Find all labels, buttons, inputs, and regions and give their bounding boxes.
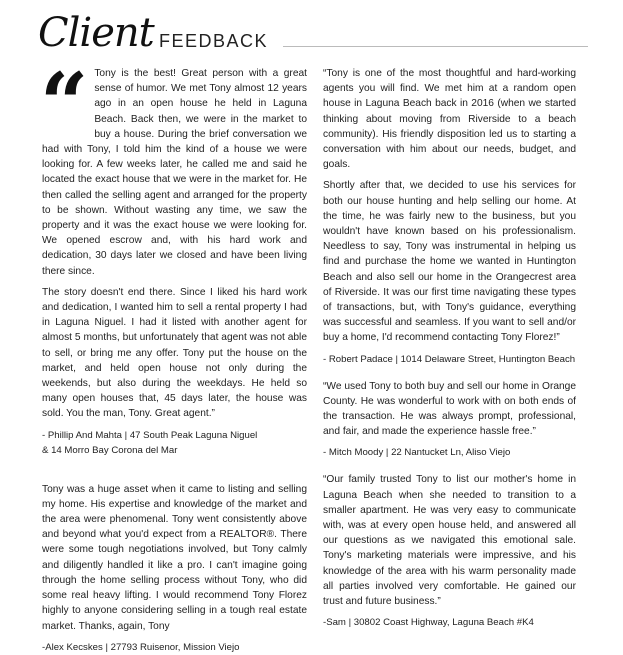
testimonial-1-part-2: The story doesn't end there. Since I liked his hard work and dedication, I wanted him to sell a rental property I had in Laguna Niguel. I had it listed with another agent for almost 5 months, but unfortunately that agent was not able to sell, or bring me any offer. Tony put the house on the market, and held open house not only during the weekends, but also during the weekdays. He held so many open houses that, 45 days later, the house was sold. You the man, Tony. Great agent.”	[42, 286, 307, 420]
testimonial-1-signature-line-1: - Phillip And Mahta | 47 South Peak Laguna Niguel	[42, 429, 258, 441]
testimonial-5: “Our family trusted Tony to list our mother's home in Laguna Beach when she needed to transition to a smaller apartment. He was very easy to communicate with, was at every open house held, and answered all our questions as we navigated this emotional sale. Tony's marketing materials were impressive, and his knowledge of the area with his warm personality made all parties involved very comfortable. He gained our trust and future business.”	[323, 474, 576, 608]
testimonial-5-signature: -Sam | 30802 Coast Highway, Laguna Beach #K4	[323, 617, 534, 629]
testimonial-3-part-1: “Tony is one of the most thoughtful and hard-working agents you will find. We met him at a random open house in Laguna Beach back in 2016 (when we started thinking about moving from Riverside to a beach community). His friendly disposition led us to starting a conversation with him about our needs, budget, and goals.	[323, 68, 576, 171]
testimonial-1-signature-line-2: & 14 Morro Bay Corona del Mar	[42, 444, 178, 456]
testimonial-3-part-2: Shortly after that, we decided to use his services for both our house hunting and help selling our home. At the time, he was fairly new to the business, but you wouldn't have known based on his professionalism. Needless to say, Tony was instrumental in helping us find and purchase the home we wanted in Huntington Beach and also sell our home in the Orangecrest area of Riverside. It was our first time navigating these types of transactions, but, with Tony's guidance, everything was successful and seamless. If you want to sell and/or buy a home, I'd recommend contacting Tony Florez!”	[323, 180, 576, 344]
testimonial-4-signature: - Mitch Moody | 22 Nantucket Ln, Aliso Viejo	[323, 447, 511, 459]
right-column	[323, 66, 576, 630]
testimonial-1-part-1: Tony is the best! Great person with a great sense of humor. We met Tony almost 12 years ago in an open house he held in Laguna Beach. Back then, we were in the market to buy a house. During the brief conversation we had with Tony, I told him the kind of a house we were looking for. A few weeks later, he called me and said he located the exact house that we were in the market for. He then called the selling agent and arranged for the property to be shown. Without wasting any time, we saw the property and it was the exact house we were looking for. We opened escrow and, with his hard work and dedication, 30 days later we closed and have been living there since.	[42, 68, 307, 277]
testimonial-2-signature: -Alex Kecskes | 27793 Ruisenor, Mission Viejo	[42, 641, 240, 653]
left-column	[40, 54, 307, 655]
title-script-client: Client	[38, 10, 154, 56]
header-divider	[283, 46, 588, 47]
testimonial-4: “We used Tony to both buy and sell our home in Orange County. He was wonderful to work with on both ends of the transaction. He was always prompt, professional, and fair, and made the experience hassle free.”	[323, 380, 576, 438]
title-feedback: FEEDBACK	[159, 31, 269, 51]
page-header	[38, 8, 586, 60]
testimonial-2: Tony was a huge asset when it came to listing and selling my home. His expertise and knowledge of the market and the area were phenomenal. Tony went consistently above and beyond what you'd expect from a REALTOR®. There were some tough negotiations involved, but Tony calmly and diligently handled it like a pro. I can't imagine going through the home selling process without Tony, who did some real heavy lifting. I would recommend Tony Florez highly to anyone considering selling in a tough real estate market. Thanks, again, Tony	[42, 483, 307, 632]
testimonial-3-signature: - Robert Padace | 1014 Delaware Street, Huntington Beach	[323, 353, 576, 365]
open-quote-icon: “	[40, 54, 89, 153]
